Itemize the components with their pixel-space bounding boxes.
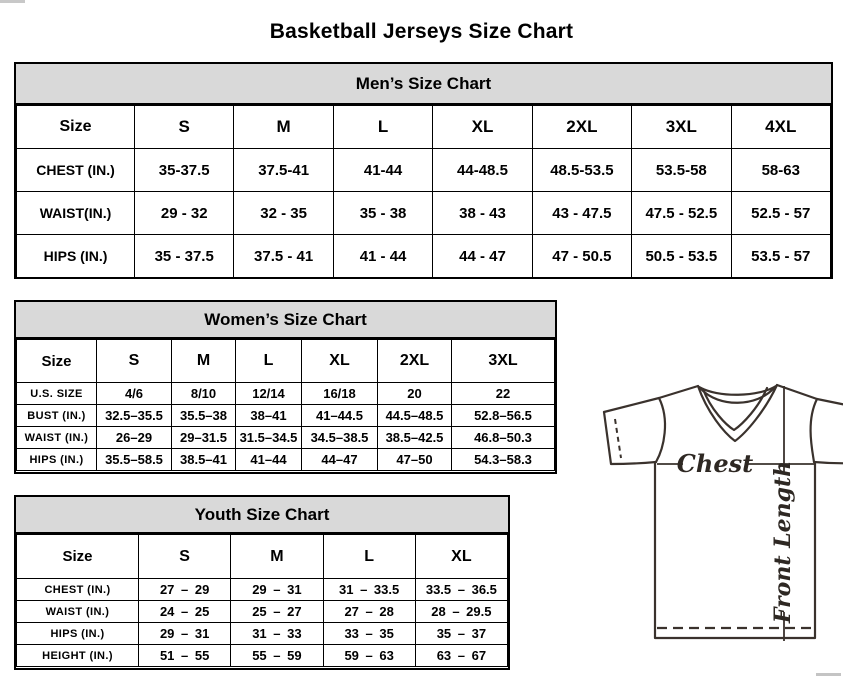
left-sleeve-outline: [604, 412, 656, 464]
front-length-measure-label: Front Length: [770, 460, 796, 624]
size-value-cell: 35 – 37: [415, 623, 507, 645]
size-value-cell: 32 - 35: [234, 192, 333, 235]
column-header: L: [236, 340, 302, 383]
right-armhole-seam: [811, 399, 817, 462]
size-value-cell: 51 – 55: [139, 645, 231, 667]
column-header: L: [323, 535, 415, 579]
size-value-cell: 44.5–48.5: [378, 405, 452, 427]
page-title: Basketball Jerseys Size Chart: [269, 20, 574, 44]
mens-size-table: [16, 105, 831, 278]
size-value-cell: 25 – 27: [231, 601, 323, 623]
column-header: XL: [302, 340, 378, 383]
row-label: WAIST(IN.): [17, 192, 135, 235]
size-value-cell: 22: [452, 383, 555, 405]
youth-size-chart: [14, 495, 510, 670]
size-value-cell: 29 – 31: [231, 579, 323, 601]
table-row: [17, 192, 831, 235]
size-corner-header: Size: [17, 535, 139, 579]
table-row: [17, 623, 508, 645]
youth-size-chart-title: Youth Size Chart: [16, 497, 508, 534]
size-value-cell: 47 - 50.5: [532, 235, 631, 278]
size-value-cell: 37.5-41: [234, 149, 333, 192]
size-value-cell: 34.5–38.5: [302, 427, 378, 449]
size-value-cell: 52.8–56.5: [452, 405, 555, 427]
size-value-cell: 33.5 – 36.5: [415, 579, 507, 601]
size-value-cell: 33 – 35: [323, 623, 415, 645]
size-value-cell: 38.5–42.5: [378, 427, 452, 449]
column-header: 3XL: [632, 106, 731, 149]
size-value-cell: 38.5–41: [172, 449, 236, 471]
column-header: XL: [415, 535, 507, 579]
left-shoulder-line: [604, 386, 698, 412]
size-value-cell: 41–44: [236, 449, 302, 471]
size-value-cell: 41-44: [333, 149, 432, 192]
size-value-cell: 48.5-53.5: [532, 149, 631, 192]
left-armhole-seam: [656, 398, 665, 462]
column-header: 2XL: [378, 340, 452, 383]
size-header-row: [17, 535, 508, 579]
mens-size-chart: [14, 62, 833, 279]
column-header: S: [139, 535, 231, 579]
row-label: WAIST (IN.): [17, 601, 139, 623]
column-header: XL: [433, 106, 532, 149]
table-row: [17, 383, 555, 405]
row-label: HIPS (IN.): [17, 235, 135, 278]
size-value-cell: 29 - 32: [135, 192, 234, 235]
row-label: CHEST (IN.): [17, 579, 139, 601]
size-value-cell: 46.8–50.3: [452, 427, 555, 449]
size-value-cell: 28 – 29.5: [415, 601, 507, 623]
jersey-outline-drawing: [593, 374, 843, 646]
size-value-cell: 27 – 29: [139, 579, 231, 601]
size-value-cell: 41 - 44: [333, 235, 432, 278]
size-value-cell: 38 - 43: [433, 192, 532, 235]
womens-size-table: [16, 339, 555, 471]
row-label: HIPS (IN.): [17, 449, 97, 471]
size-value-cell: 31.5–34.5: [236, 427, 302, 449]
size-value-cell: 43 - 47.5: [532, 192, 631, 235]
row-label: HEIGHT (IN.): [17, 645, 139, 667]
size-value-cell: 4/6: [97, 383, 172, 405]
size-value-cell: 35-37.5: [135, 149, 234, 192]
size-value-cell: 38–41: [236, 405, 302, 427]
size-value-cell: 29 – 31: [139, 623, 231, 645]
size-value-cell: 47.5 - 52.5: [632, 192, 731, 235]
size-header-row: [17, 340, 555, 383]
womens-size-chart: [14, 300, 557, 474]
size-value-cell: 35.5–58.5: [97, 449, 172, 471]
column-header: M: [231, 535, 323, 579]
column-header: M: [172, 340, 236, 383]
size-value-cell: 58-63: [731, 149, 830, 192]
right-shoulder-line: [777, 385, 843, 409]
column-header: M: [234, 106, 333, 149]
table-row: [17, 405, 555, 427]
column-header: L: [333, 106, 432, 149]
chest-measure-label: Chest: [676, 449, 754, 478]
jersey-measurement-diagram: [593, 374, 843, 646]
table-row: [17, 235, 831, 278]
size-value-cell: 44-48.5: [433, 149, 532, 192]
horizontal-scrollbar-end[interactable]: [816, 673, 841, 676]
size-header-row: [17, 106, 831, 149]
table-row: [17, 579, 508, 601]
row-label: HIPS (IN.): [17, 623, 139, 645]
size-value-cell: 8/10: [172, 383, 236, 405]
row-label: WAIST (IN.): [17, 427, 97, 449]
left-cuff-dashed-line: [615, 419, 621, 458]
mens-size-chart-title: Men’s Size Chart: [16, 64, 831, 105]
size-value-cell: 63 – 67: [415, 645, 507, 667]
size-value-cell: 31 – 33: [231, 623, 323, 645]
size-value-cell: 29–31.5: [172, 427, 236, 449]
size-value-cell: 55 – 59: [231, 645, 323, 667]
column-header: 3XL: [452, 340, 555, 383]
size-corner-header: Size: [17, 106, 135, 149]
column-header: S: [135, 106, 234, 149]
size-value-cell: 31 – 33.5: [323, 579, 415, 601]
size-value-cell: 53.5-58: [632, 149, 731, 192]
size-value-cell: 32.5–35.5: [97, 405, 172, 427]
size-value-cell: 26–29: [97, 427, 172, 449]
size-value-cell: 59 – 63: [323, 645, 415, 667]
column-header: 4XL: [731, 106, 830, 149]
table-row: [17, 427, 555, 449]
row-label: BUST (IN.): [17, 405, 97, 427]
table-row: [17, 645, 508, 667]
size-value-cell: 27 – 28: [323, 601, 415, 623]
size-value-cell: 12/14: [236, 383, 302, 405]
column-header: 2XL: [532, 106, 631, 149]
row-label: CHEST (IN.): [17, 149, 135, 192]
size-value-cell: 52.5 - 57: [731, 192, 830, 235]
right-sleeve-outline: [814, 409, 843, 463]
size-value-cell: 35.5–38: [172, 405, 236, 427]
womens-size-chart-title: Women’s Size Chart: [16, 302, 555, 339]
size-value-cell: 44 - 47: [433, 235, 532, 278]
youth-size-table: [16, 534, 508, 667]
size-value-cell: 37.5 - 41: [234, 235, 333, 278]
size-value-cell: 44–47: [302, 449, 378, 471]
column-header: S: [97, 340, 172, 383]
table-row: [17, 601, 508, 623]
size-value-cell: 24 – 25: [139, 601, 231, 623]
size-corner-header: Size: [17, 340, 97, 383]
size-value-cell: 16/18: [302, 383, 378, 405]
size-value-cell: 54.3–58.3: [452, 449, 555, 471]
table-row: [17, 449, 555, 471]
row-label: U.S. SIZE: [17, 383, 97, 405]
size-value-cell: 35 - 38: [333, 192, 432, 235]
size-value-cell: 20: [378, 383, 452, 405]
size-value-cell: 41–44.5: [302, 405, 378, 427]
size-value-cell: 47–50: [378, 449, 452, 471]
size-value-cell: 35 - 37.5: [135, 235, 234, 278]
size-value-cell: 53.5 - 57: [731, 235, 830, 278]
table-row: [17, 149, 831, 192]
size-value-cell: 50.5 - 53.5: [632, 235, 731, 278]
horizontal-scrollbar-thumb[interactable]: [0, 0, 25, 3]
